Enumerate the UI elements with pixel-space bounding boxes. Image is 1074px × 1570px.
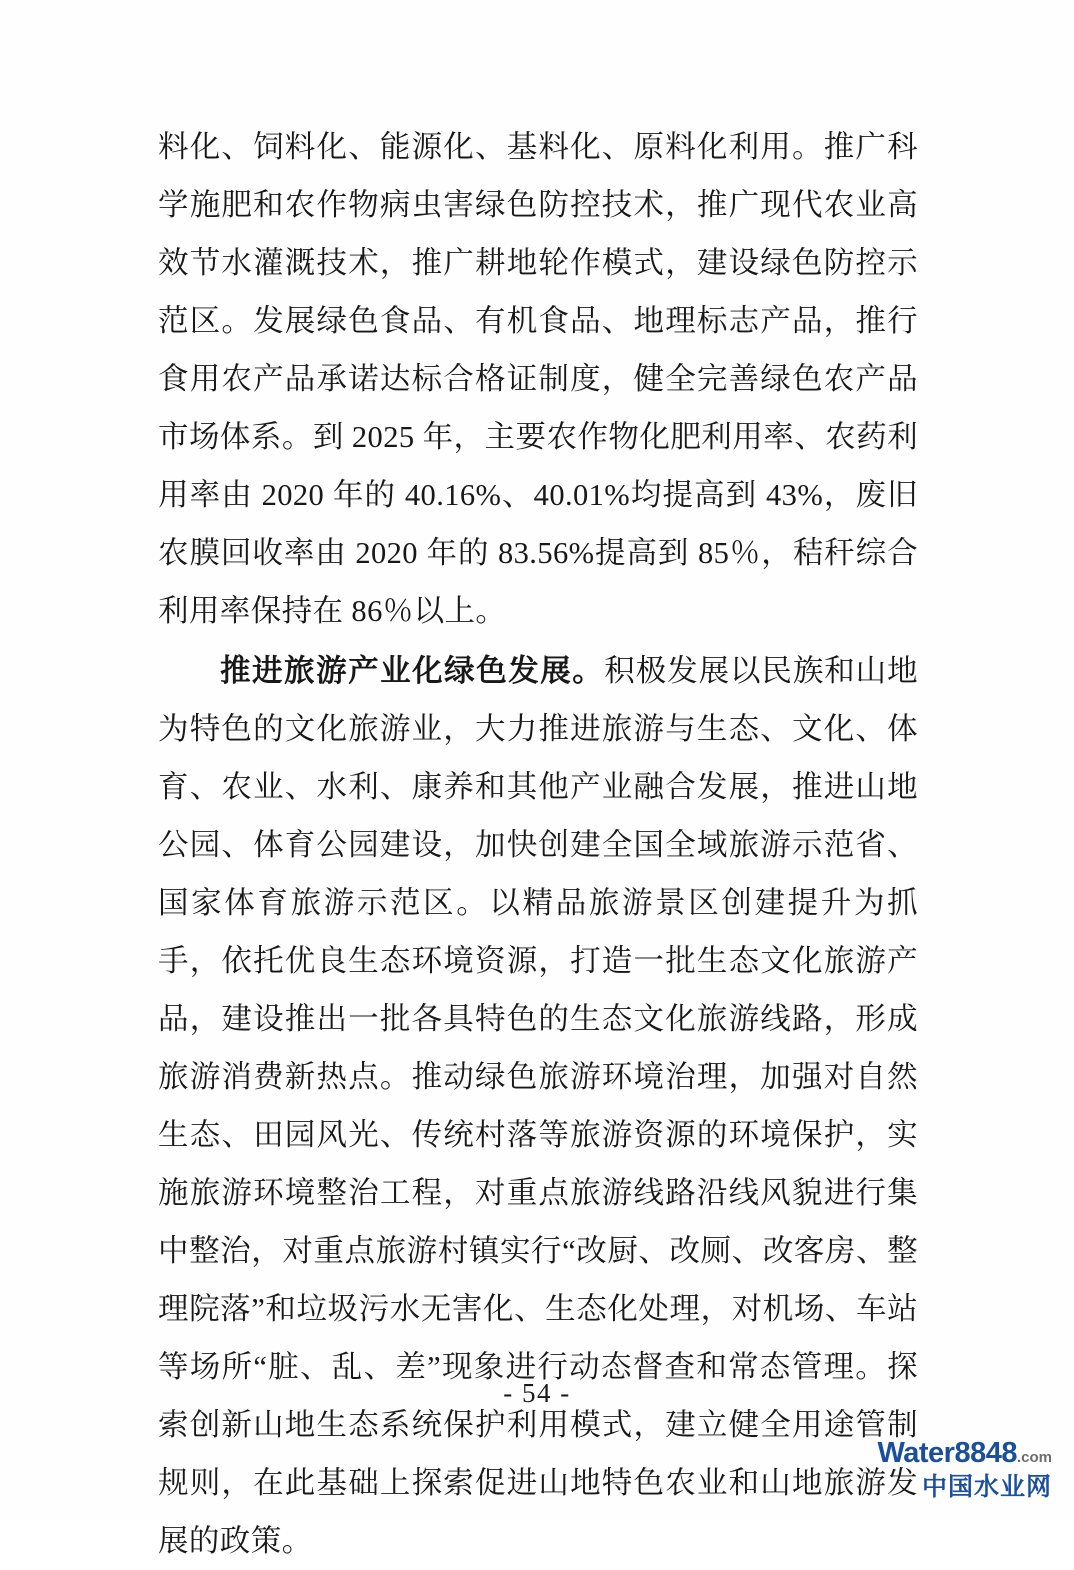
paragraph-1 xyxy=(158,118,918,640)
paragraph-2-lead: 推进旅游产业化绿色发展。 xyxy=(220,654,605,688)
paragraph-1-text: 料化、饲料化、能源化、基料化、原料化利用。推广科学施肥和农作物病虫害绿色防控技术，推广现代农业高效节水灌溉技术，推广耕地轮作模式，建设绿色防控示范区。发展绿色食品、有机食品、地理标志产品，推行食用农产品承诺达标合格证制度，健全完善绿色农产品市场体系。到 2025 年，主要农作物化肥利用率、农药利用率由 2020 年的 40.16%、40.01%均提高到 43%，废旧农膜回收率由 2020 年的 83.56%提高到 85％，秸秆综合利用率保持在 86％以上。 xyxy=(158,130,918,628)
watermark-chinese: 中国水业网 xyxy=(921,1473,1052,1501)
watermark-brand: Water xyxy=(877,1437,955,1470)
paragraph-2 xyxy=(158,642,918,1570)
page-number: - 54 - xyxy=(503,1378,571,1408)
page-content xyxy=(158,118,918,1570)
paragraph-2-text: 积极发展以民族和山地为特色的文化旅游业，大力推进旅游与生态、文化、体育、农业、水利、康养和其他产业融合发展，推进山地公园、体育公园建设，加快创建全国全域旅游示范省、国家体育旅游示范区。以精品旅游景区创建提升为抓手，依托优良生态环境资源，打造一批生态文化旅游产品，建设推出一批各具特色的生态文化旅游线路，形成旅游消费新热点。推动绿色旅游环境治理，加强对自然生态、田园风光、传统村落等旅游资源的环境保护，实施旅游环境整治工程，对重点旅游线路沿线风貌进行集中整治，对重点旅游村镇实行“改厨、改厕、改客房、整理院落”和垃圾污水无害化、生态化处理，对机场、车站等场所“脏、乱、差”现象进行动态督查和常态管理。探索创新山地生态系统保护利用模式，建立健全用途管制规则，在此基础上探索促进山地特色农业和山地旅游发展的政策。 xyxy=(158,654,919,1558)
watermark xyxy=(877,1437,1052,1502)
watermark-tld: .com xyxy=(1016,1449,1052,1467)
watermark-digits: 8848 xyxy=(954,1437,1017,1470)
watermark-brand-line xyxy=(877,1437,1052,1471)
